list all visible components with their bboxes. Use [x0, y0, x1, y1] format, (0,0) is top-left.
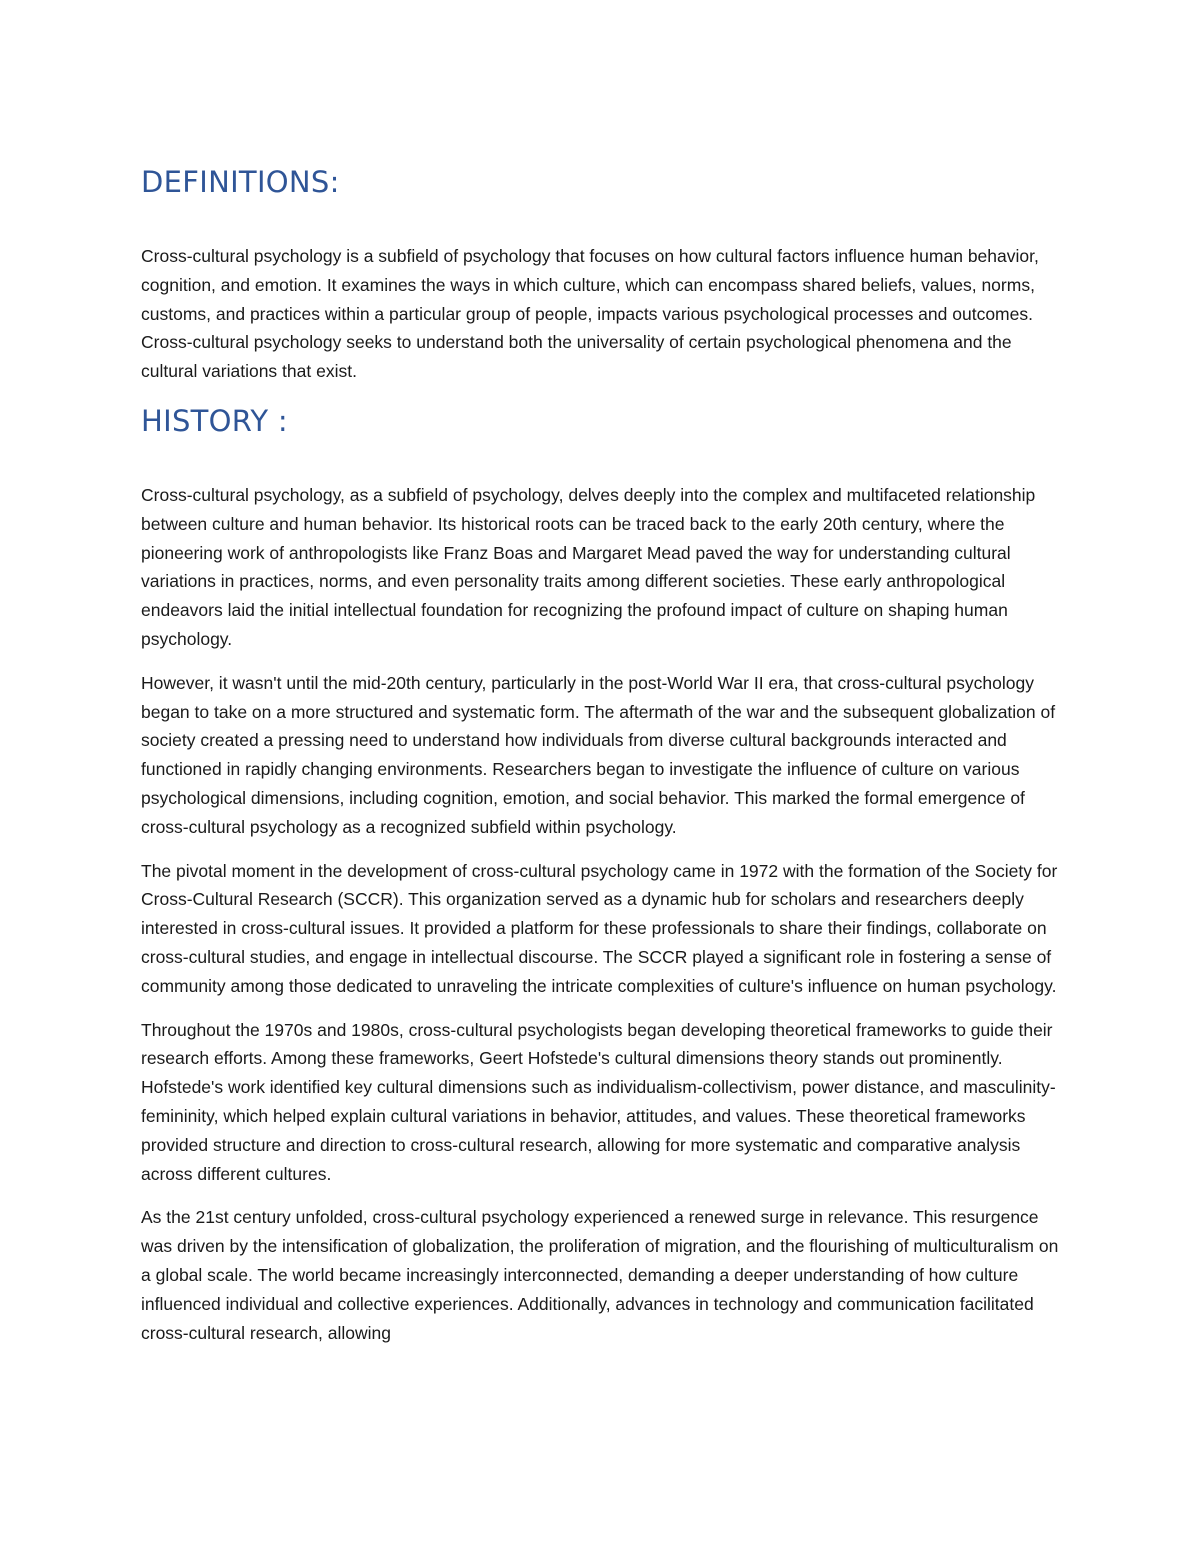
history-paragraph-1: Cross-cultural psychology, as a subfield of psychology, delves deeply into the complex and multifaceted relationship between culture and human behavior. Its historical roots can be traced back to the early 20th century, where the pioneering work of anthropologists like Franz Boas and Margaret Mead paved the way for understanding cultural variations in practices, norms, and even personality traits among different societies. These early anthropological endeavors laid the initial intellectual foundation for recognizing the profound impact of culture on shaping human psychology. [141, 484, 1036, 649]
history-paragraph-2: However, it wasn't until the mid-20th century, particularly in the post-World War II era, that cross-cultural psychology began to take on a more structured and systematic form. The aftermath of the war and the subsequent globalization of society created a pressing need to understand how individuals from diverse cultural backgrounds interacted and functioned in rapidly changing environments. Researchers began to investigate the influence of culture on various psychological dimensions, including cognition, emotion, and social behavior. This marked the formal emergence of cross-cultural psychology as a recognized subfield within psychology. [141, 672, 1056, 837]
document-body [141, 162, 1061, 1362]
history-paragraph-4: Throughout the 1970s and 1980s, cross-cultural psychologists began developing theoretical frameworks to guide their research efforts. Among these frameworks, Geert Hofstede's cultural dimensions theory stands out prominently. Hofstede's work identified key cultural dimensions such as individualism-collectivism, power distance, and masculinity-femininity, which helped explain cultural variations in behavior, attitudes, and values. These theoretical frameworks provided structure and direction to cross-cultural research, allowing for more systematic and comparative analysis across different cultures. [141, 1019, 1056, 1184]
history-paragraph-5: As the 21st century unfolded, cross-cultural psychology experienced a renewed surge in relevance. This resurgence was driven by the intensification of globalization, the proliferation of migration, and the flourishing of multiculturalism on a global scale. The world became increasingly interconnected, demanding a deeper understanding of how culture influenced individual and collective experiences. Additionally, advances in technology and communication facilitated cross-cultural research, allowing [141, 1207, 1059, 1343]
definitions-heading: DEFINITIONS: [141, 165, 340, 199]
history-paragraph-3: The pivotal moment in the development of cross-cultural psychology came in 1972 with the formation of the Society for Cross-Cultural Research (SCCR). This organization served as a dynamic hub for scholars and researchers deeply interested in cross-cultural issues. It provided a platform for these professionals to share their findings, collaborate on cross-cultural studies, and engage in intellectual discourse. The SCCR played a significant role in fostering a sense of community among those dedicated to unraveling the intricate complexities of culture's influence on human psychology. [141, 860, 1058, 996]
history-heading: HISTORY : [141, 403, 289, 438]
definitions-paragraph: Cross-cultural psychology is a subfield of psychology that focuses on how cultural factors influence human behavior, cognition, and emotion. It examines the ways in which culture, which can encompass shared beliefs, values, norms, customs, and practices within a particular group of people, impacts various psychological processes and outcomes. Cross-cultural psychology seeks to understand both the universality of certain psychological phenomena and the cultural variations that exist. [141, 246, 1039, 382]
